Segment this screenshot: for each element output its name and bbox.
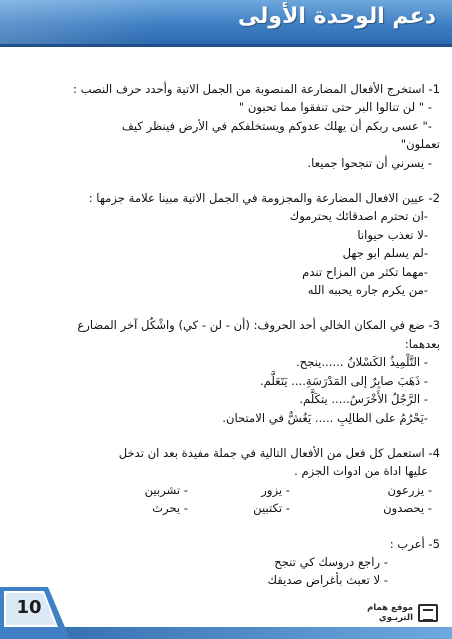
question-3 bbox=[10, 316, 440, 426]
question-2-heading: 2- عيين الافعال المضارعة والمجزومة في الجمل الاتية مبينا علامة جزمها : bbox=[88, 191, 440, 206]
question-2-line: -لم يسلم ابو جهل bbox=[342, 246, 428, 261]
question-3-line: - ذَهَبَ صابِرٌ إلى المَدْرَسَةِ.... يَتَعَلَّم. bbox=[259, 373, 428, 388]
question-3-line: - الرَّجُلُ الأَخْرَسُ..... يتكَلَّم. bbox=[299, 392, 428, 407]
verb-item: - يحرث bbox=[152, 501, 188, 516]
question-1-line: -" عسى ربكم أن يهلك عدوكم ويستخلفكم في الأرض فينظر كيف bbox=[121, 118, 432, 133]
verb-item: - تكتبين bbox=[253, 501, 290, 516]
question-1 bbox=[10, 80, 440, 172]
page-header bbox=[0, 0, 452, 47]
question-2-line: -ان تحترم اصدقائك يحترموك bbox=[289, 209, 428, 224]
question-1-heading: 1- استخرج الأفعال المضارعة المنصوبة من الجمل الاتية وأحدد حرف النصب : bbox=[73, 82, 440, 96]
logo-text-line1: موقع همام bbox=[367, 603, 413, 613]
question-4-heading-continued: عليها اداة من ادوات الجزم . bbox=[294, 464, 428, 479]
question-2-line: -لا تعذب حيوانا bbox=[357, 227, 428, 242]
question-4 bbox=[10, 444, 440, 518]
logo-icon bbox=[418, 604, 438, 622]
question-3-line: -يَحْرُمُ على الطالِبِ ..... يَغُشُّ في الامتحان. bbox=[222, 410, 428, 425]
verb-item: - تشربين bbox=[144, 482, 188, 497]
verb-item: - يزور bbox=[261, 482, 290, 497]
question-5 bbox=[10, 535, 440, 590]
question-3-heading-continued: بعدهما: bbox=[404, 336, 440, 351]
header-decoration bbox=[0, 0, 230, 44]
question-5-line: - لا تعبث بأغراض صديقك bbox=[267, 573, 388, 588]
question-2 bbox=[10, 189, 440, 299]
question-3-line: - التَّلْمِيذُ الكَسْلانُ ......ينجح. bbox=[295, 355, 428, 370]
page-title: دعم الوحدة الأولى bbox=[237, 4, 436, 29]
verb-item: - يحصدون bbox=[383, 501, 432, 516]
question-5-heading: 5- أعرب : bbox=[389, 536, 440, 551]
question-2-line: -من يكرم جاره يحببه الله bbox=[307, 283, 428, 298]
question-4-heading: 4- استعمل كل فعل من الأفعال التالية في جملة مفيدة بعد ان تدخل bbox=[118, 445, 440, 460]
question-3-heading: 3- ضع في المكان الخالي أحد الحروف: (أن - لن - كي) واشْكُل آخر المضارع bbox=[77, 318, 440, 333]
verb-item: - يزرعون bbox=[387, 482, 432, 497]
verbs-list bbox=[10, 481, 440, 518]
site-logo bbox=[352, 603, 438, 625]
page-number: 10 bbox=[16, 597, 42, 618]
question-1-line: - يسرني أن تنجحوا جميعا. bbox=[307, 155, 432, 170]
question-1-line: - " لن تنالوا البر حتى تنفقوا مما تحبون " bbox=[238, 100, 432, 115]
worksheet-content bbox=[10, 80, 440, 590]
question-2-line: -مهما تكثر من المزاح تندم bbox=[302, 264, 428, 279]
logo-text-line2: التربـوي bbox=[378, 613, 413, 623]
question-5-line: - راجع دروسك كي تنجح bbox=[274, 554, 388, 569]
question-1-line: تعملون" bbox=[400, 137, 440, 152]
